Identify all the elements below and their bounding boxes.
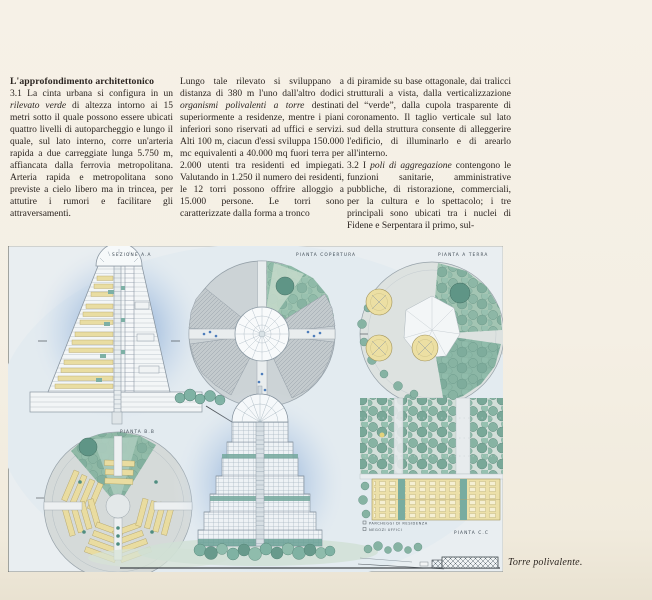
park-pond <box>276 277 294 295</box>
paragraph-segment: destinati superiormente a residenze, mentre i piani inferiori sono riservati ad uffici e servizi. Alti 100 m, ciacun d'essi sviluppa 150.000 mc equivalenti a 40.000 mq fuori terra per 2.000 utenti tra residenti ed impiegati. Valutando in 1.250 il numero dei residenti, le 12 torri possono offrire alloggio a 15.000 persone. Le torri sono caratterizzate dalla forma a tronco <box>180 101 344 219</box>
article-column-3 <box>347 76 511 232</box>
paragraph-towers <box>180 76 344 220</box>
road <box>456 398 470 474</box>
legend-line-1: PARCHEGGI DI RESIDENZA <box>369 521 428 526</box>
paragraph-segment-italic: rilevato verde <box>10 101 67 111</box>
ground-plan-label: PIANTA A TERRA <box>438 253 489 258</box>
path <box>394 398 403 474</box>
paragraph-segment-italic: poli di aggregazione <box>370 161 452 171</box>
plan-cc-label: PIANTA C.C <box>454 531 489 536</box>
plan-bb-label: PIANTA B.B <box>120 430 155 435</box>
article-column-1 <box>10 76 173 220</box>
bb-center <box>106 494 130 518</box>
figure-caption: Torre polivalente. <box>508 557 583 568</box>
legend-line-2: NEGOZI UFFICI <box>369 527 403 532</box>
tower-drawings <box>8 246 503 572</box>
paragraph-segment: Lungo tale rilevato si sviluppano a distanza di 380 m l'uno dall'altro dodici <box>180 77 344 99</box>
article-column-2 <box>180 76 344 220</box>
section-label: SEZIONE A.A <box>112 253 152 258</box>
core-foundation <box>112 412 122 424</box>
paragraph-3-1 <box>10 88 173 220</box>
paragraph-segment: 3.1 La cinta urbana si configura in un <box>10 89 173 99</box>
paragraph-segment: 3.2 I <box>347 161 371 171</box>
pond <box>450 283 470 303</box>
spire <box>258 386 262 394</box>
roof-plan-label: PIANTA COPERTURA <box>296 253 357 258</box>
bb-pond <box>79 438 97 456</box>
kiosk <box>380 433 385 438</box>
paragraph-segment: di piramide su base ottagonale, dai tralicci strutturali a vista, dalla verticalizzazione del “verde”, dalla cupola trasparente di coronamento. Il taglio verticale sul lato sud della struttura consente di alleggerire l'edificio, di illuminarlo e di arearlo all'interno. <box>347 77 511 159</box>
road-band <box>360 474 503 479</box>
drawing-panel <box>8 246 503 572</box>
paragraph-segment: di altezza intorno ai 15 metri sotto il quale possono essere ubicati quattro livelli di autoparcheggio e lungo il quale, sul lato interno, corre un'arteria rapida a due carreggiate lunga 5.750 m, affiancata dalla ferrovia metropolitana. Arteria rapida e metropolitana sono previste a cielo libero ma in trincea, per attutire i rumori e facilitare gli attraversamenti. <box>10 101 173 219</box>
article-heading: L'approfondimento architettonico <box>10 76 155 87</box>
paragraph-pyramid <box>347 76 511 160</box>
station-annex <box>432 560 442 568</box>
paragraph-3-2 <box>347 160 511 232</box>
paragraph-segment-italic: organismi polivalenti a torre <box>180 101 305 111</box>
paragraph-segment: contengono le funzioni sanitarie, amministrative pubbliche, di ristorazione, commerciali, per la cultura e lo spettacolo; i tre principali sono ubicati tra i nuclei di Fidene e Serpentara il primo, sul- <box>347 161 511 231</box>
